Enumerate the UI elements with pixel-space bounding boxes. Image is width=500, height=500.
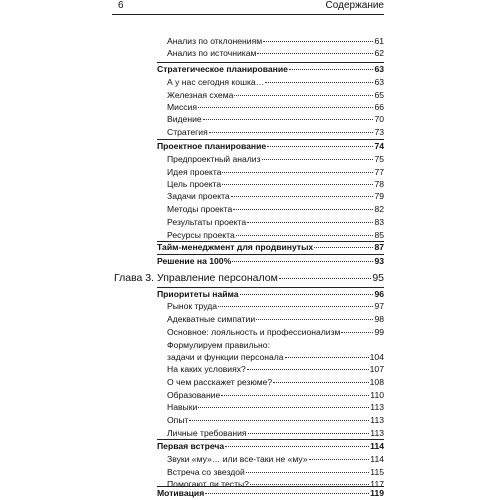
toc-entry-page: 63 bbox=[374, 76, 384, 87]
toc-entry[interactable] bbox=[167, 230, 384, 241]
leader-dots bbox=[236, 235, 374, 236]
toc-entry-label: На каких условиях? bbox=[167, 364, 246, 375]
toc-entry-page: 75 bbox=[374, 153, 384, 164]
toc-entry-label: Анализ по источникам bbox=[167, 48, 257, 59]
toc-entry-page: 108 bbox=[369, 377, 384, 388]
toc-entry-page: 113 bbox=[370, 401, 384, 412]
toc-section-label: Приоритеты найма bbox=[157, 288, 239, 299]
toc-entry[interactable] bbox=[167, 102, 384, 113]
toc-entry-page: 61 bbox=[374, 35, 384, 46]
toc-section-page: 119 bbox=[370, 488, 384, 498]
toc-entry-page: 70 bbox=[374, 114, 384, 125]
leader-dots bbox=[250, 484, 369, 485]
leader-dots bbox=[209, 132, 374, 133]
toc-entry[interactable] bbox=[167, 454, 384, 465]
toc-entry[interactable] bbox=[167, 402, 384, 413]
section-divider bbox=[157, 486, 384, 487]
toc-entry[interactable] bbox=[167, 415, 384, 426]
toc-entry[interactable] bbox=[167, 352, 384, 363]
toc-section-label: Стратегическое планирование bbox=[157, 64, 288, 74]
toc-entry[interactable] bbox=[167, 36, 384, 47]
leader-dots bbox=[240, 294, 374, 295]
leader-dots bbox=[262, 159, 374, 160]
toc-entry-label: А у нас сегодня кошка… bbox=[167, 76, 265, 87]
toc-entry[interactable] bbox=[167, 390, 384, 401]
leader-dots bbox=[233, 209, 373, 210]
leader-dots bbox=[225, 446, 369, 447]
toc-entry-page: 115 bbox=[370, 466, 384, 477]
leader-dots bbox=[248, 433, 370, 434]
leader-dots bbox=[218, 306, 373, 307]
toc-entry-label: Цель проекта bbox=[167, 179, 222, 190]
toc-entry-label: Результаты проекта bbox=[167, 216, 247, 227]
toc-entry-label: Звуки «му»… или все-таки не «му» bbox=[167, 454, 308, 465]
toc-entry-page: 113 bbox=[370, 427, 384, 438]
toc-entry[interactable] bbox=[167, 48, 384, 59]
leader-dots bbox=[314, 247, 373, 248]
leader-dots bbox=[231, 196, 374, 197]
toc-entry-label: Предпроектный анализ bbox=[167, 153, 261, 164]
leader-dots bbox=[247, 222, 373, 223]
toc-entry-label: О чем расскажет резюме? bbox=[167, 377, 273, 388]
toc-entry[interactable] bbox=[167, 204, 384, 215]
leader-dots bbox=[265, 82, 373, 83]
toc-entry-label: Основное: лояльность и профессионализм bbox=[167, 327, 341, 337]
toc-section[interactable] bbox=[157, 256, 384, 267]
toc-section-page: 63 bbox=[374, 64, 384, 74]
toc-entry-label: Встреча со звездой bbox=[167, 466, 245, 477]
leader-dots bbox=[309, 459, 370, 460]
toc-section[interactable] bbox=[157, 289, 384, 300]
toc-section-motivation[interactable] bbox=[157, 488, 384, 499]
leader-dots bbox=[285, 357, 369, 358]
toc-entry-page: 82 bbox=[374, 203, 384, 214]
toc-section-label: Первая встреча bbox=[157, 441, 225, 452]
toc-entry[interactable] bbox=[167, 114, 384, 125]
toc-entry-label: Личные требования bbox=[167, 427, 247, 438]
toc-entry-page: 65 bbox=[374, 89, 384, 100]
toc-entry-page: 98 bbox=[374, 314, 384, 325]
leader-dots bbox=[247, 369, 369, 370]
toc-entry[interactable] bbox=[167, 314, 384, 325]
section-divider bbox=[157, 287, 384, 288]
toc-entry-page: 110 bbox=[370, 390, 384, 401]
leader-dots bbox=[203, 119, 374, 120]
toc-entry-first-line[interactable] bbox=[167, 340, 384, 351]
toc-entry-page: 73 bbox=[374, 127, 384, 138]
toc-section-page: 93 bbox=[374, 256, 384, 267]
toc-chapter[interactable] bbox=[157, 272, 384, 285]
toc-entry-page: 66 bbox=[374, 102, 384, 113]
leader-dots bbox=[341, 332, 373, 333]
toc-entry-label: Миссия bbox=[167, 102, 198, 113]
toc-entry-label: Методы проекта bbox=[167, 203, 233, 214]
leader-dots bbox=[222, 184, 373, 185]
toc-section[interactable] bbox=[157, 242, 384, 253]
toc-section[interactable] bbox=[157, 441, 384, 452]
leader-dots bbox=[263, 41, 373, 42]
toc-section-label: Тайм-менеджмент для продвинутых bbox=[157, 242, 314, 253]
leader-dots bbox=[232, 261, 373, 262]
toc-section[interactable] bbox=[157, 64, 384, 75]
toc-entry-label: Образование bbox=[167, 390, 221, 401]
toc-entry-label: Формулируем правильно: bbox=[167, 339, 270, 350]
toc-entry[interactable] bbox=[167, 301, 384, 312]
leader-dots bbox=[257, 53, 373, 54]
running-title: Содержание bbox=[325, 0, 384, 11]
toc-entry-page: 97 bbox=[374, 301, 384, 312]
toc-entry-label: Анализ по отклонениям bbox=[167, 35, 263, 46]
toc-section-page: 96 bbox=[374, 288, 384, 299]
toc-section-label: Решение на 100% bbox=[157, 256, 232, 267]
toc-entry-page: 83 bbox=[374, 216, 384, 227]
toc-entry-page: 113 bbox=[370, 414, 384, 425]
toc-entry[interactable] bbox=[167, 364, 384, 375]
toc-section-page: 74 bbox=[374, 140, 384, 151]
toc-entry-page: 104 bbox=[369, 351, 384, 362]
leader-dots bbox=[189, 420, 369, 421]
leader-dots bbox=[279, 278, 372, 279]
toc-entry[interactable] bbox=[167, 217, 384, 228]
leader-dots bbox=[205, 493, 369, 494]
toc-entry[interactable] bbox=[167, 327, 384, 338]
leader-dots bbox=[198, 407, 369, 408]
toc-section-page: 114 bbox=[370, 441, 384, 452]
toc-entry-page: 78 bbox=[374, 179, 384, 190]
toc-entry-label: задачи и функции персонала bbox=[167, 351, 284, 362]
toc-entry[interactable] bbox=[167, 179, 384, 190]
leader-dots bbox=[289, 69, 374, 70]
toc-entry-label: Адекватные симпатии bbox=[167, 314, 256, 325]
toc-entry[interactable] bbox=[167, 127, 384, 138]
running-header bbox=[112, 0, 384, 15]
toc-section-page: 87 bbox=[374, 242, 384, 253]
leader-dots bbox=[221, 395, 369, 396]
leader-dots bbox=[273, 382, 368, 383]
toc-entry-label: Видение bbox=[167, 114, 202, 125]
toc-entry-label: Опыт bbox=[167, 414, 189, 425]
toc-section-label: Мотивация bbox=[157, 488, 205, 498]
leader-dots bbox=[267, 146, 373, 147]
leader-dots bbox=[222, 172, 373, 173]
toc-entry[interactable] bbox=[167, 377, 384, 388]
toc-chapter-page: 95 bbox=[372, 271, 384, 284]
toc-section[interactable] bbox=[157, 141, 384, 152]
toc-entry-label: Помогают ли тесты? bbox=[167, 478, 249, 489]
toc-entry-page: 77 bbox=[374, 166, 384, 177]
toc-entry[interactable] bbox=[167, 167, 384, 178]
toc-entry-page: 107 bbox=[369, 364, 384, 375]
toc-entry-label: Навыки bbox=[167, 401, 198, 412]
toc-entry-page: 62 bbox=[374, 48, 384, 59]
section-divider bbox=[157, 139, 384, 140]
toc-entry-label: Стратегия bbox=[167, 127, 208, 138]
toc-entry[interactable] bbox=[167, 191, 384, 202]
toc-section-label: Проектное планирование bbox=[157, 140, 267, 151]
toc-entry[interactable] bbox=[167, 77, 384, 88]
toc-entry-page: 99 bbox=[374, 327, 384, 337]
toc-entry-label: Задачи проекта bbox=[167, 191, 230, 202]
leader-dots bbox=[198, 107, 373, 108]
toc-entry-label: Идея проекта bbox=[167, 166, 222, 177]
toc-entry-page: 114 bbox=[370, 454, 384, 465]
toc-entry[interactable] bbox=[167, 428, 384, 439]
toc-entry-page: 117 bbox=[370, 478, 384, 489]
section-divider bbox=[157, 254, 384, 255]
leader-dots bbox=[246, 472, 370, 473]
toc-entry-label: Ресурсы проекта bbox=[167, 229, 235, 240]
section-divider bbox=[157, 439, 384, 440]
toc-chapter-label: Управление персоналом bbox=[157, 271, 278, 284]
toc-entry[interactable] bbox=[167, 90, 384, 101]
toc-entry-label: Рынок труда bbox=[167, 301, 218, 312]
toc-entry-page: 85 bbox=[374, 229, 384, 240]
chapter-number: Глава 3. bbox=[114, 271, 155, 284]
leader-dots bbox=[256, 319, 373, 320]
toc-entry-page: 79 bbox=[374, 191, 384, 202]
toc-entry[interactable] bbox=[167, 467, 384, 478]
toc-entry-label: Железная схема bbox=[167, 89, 234, 100]
toc-entry[interactable] bbox=[167, 154, 384, 165]
section-divider bbox=[157, 62, 384, 63]
leader-dots bbox=[234, 95, 373, 96]
page-number: 6 bbox=[118, 0, 124, 11]
